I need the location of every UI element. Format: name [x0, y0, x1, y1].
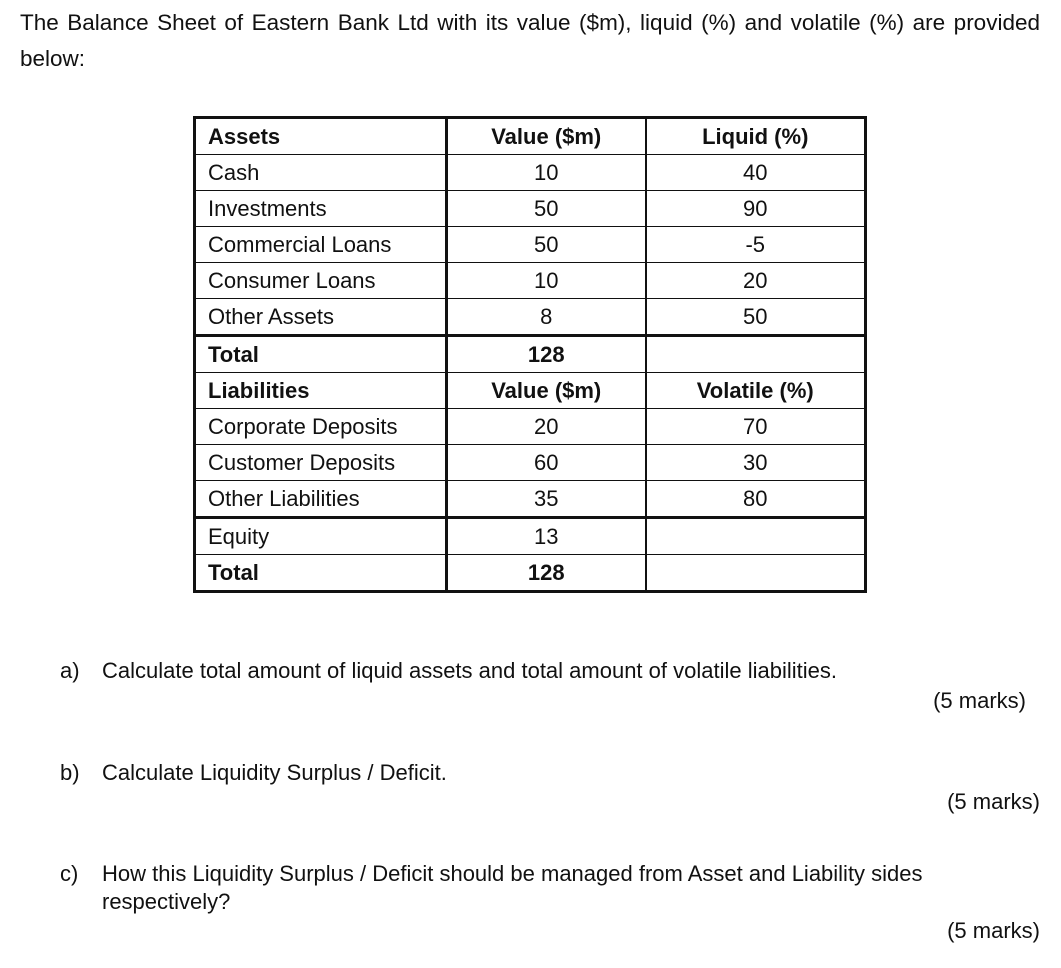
row-percent: -5 [646, 227, 866, 263]
row-percent [646, 336, 866, 373]
row-value: 10 [447, 263, 646, 299]
row-label: Total [195, 336, 447, 373]
row-percent: Liquid (%) [646, 118, 866, 155]
row-label: Commercial Loans [195, 227, 447, 263]
row-label: Liabilities [195, 373, 447, 409]
table-row [195, 409, 866, 445]
row-label: Other Liabilities [195, 481, 447, 518]
row-percent: 90 [646, 191, 866, 227]
question-text: Calculate total amount of liquid assets and total amount of volatile liabilities. [102, 658, 837, 683]
balance-sheet-table [193, 116, 867, 593]
table-row [195, 445, 866, 481]
question-label: a) [60, 658, 80, 683]
question-text-line2: respectively? [102, 889, 231, 914]
row-percent [646, 555, 866, 592]
row-percent: 80 [646, 481, 866, 518]
question-a [60, 658, 1040, 684]
row-value: 8 [447, 299, 646, 336]
table-row [195, 299, 866, 336]
intro-paragraph: The Balance Sheet of Eastern Bank Ltd with its value ($m), liquid (%) and volatile (%) are provided below: [20, 10, 1040, 71]
row-value: 60 [447, 445, 646, 481]
row-percent: 40 [646, 155, 866, 191]
row-label: Consumer Loans [195, 263, 447, 299]
table-row [195, 155, 866, 191]
row-label: Total [195, 555, 447, 592]
row-label: Cash [195, 155, 447, 191]
marks-a: (5 marks) [933, 688, 1026, 713]
table-row [195, 227, 866, 263]
row-label: Corporate Deposits [195, 409, 447, 445]
row-value: 50 [447, 191, 646, 227]
row-percent: 70 [646, 409, 866, 445]
row-label: Other Assets [195, 299, 447, 336]
question-label: b) [60, 760, 80, 785]
question-text: Calculate Liquidity Surplus / Deficit. [102, 760, 447, 785]
row-value: 35 [447, 481, 646, 518]
row-value: 128 [447, 555, 646, 592]
table-row [195, 191, 866, 227]
question-c [60, 861, 1040, 917]
table-row [195, 481, 866, 518]
row-value: Value ($m) [447, 373, 646, 409]
row-label: Equity [195, 518, 447, 555]
row-label: Assets [195, 118, 447, 155]
row-percent [646, 518, 866, 555]
row-label: Customer Deposits [195, 445, 447, 481]
row-value: 128 [447, 336, 646, 373]
row-percent: 30 [646, 445, 866, 481]
table-row [195, 118, 866, 155]
table-row [195, 555, 866, 592]
row-percent: 20 [646, 263, 866, 299]
row-label: Investments [195, 191, 447, 227]
table-row [195, 373, 866, 409]
marks-c: (5 marks) [947, 918, 1040, 943]
question-text-line1: How this Liquidity Surplus / Deficit should be managed from Asset and Liability sides [102, 861, 923, 886]
question-b [60, 760, 1040, 786]
row-value: Value ($m) [447, 118, 646, 155]
row-percent: Volatile (%) [646, 373, 866, 409]
question-label: c) [60, 861, 79, 886]
table-row [195, 518, 866, 555]
row-value: 13 [447, 518, 646, 555]
marks-b: (5 marks) [947, 789, 1040, 814]
row-value: 10 [447, 155, 646, 191]
table-row [195, 263, 866, 299]
table-row [195, 336, 866, 373]
row-percent: 50 [646, 299, 866, 336]
row-value: 50 [447, 227, 646, 263]
row-value: 20 [447, 409, 646, 445]
balance-sheet-body [195, 118, 866, 592]
